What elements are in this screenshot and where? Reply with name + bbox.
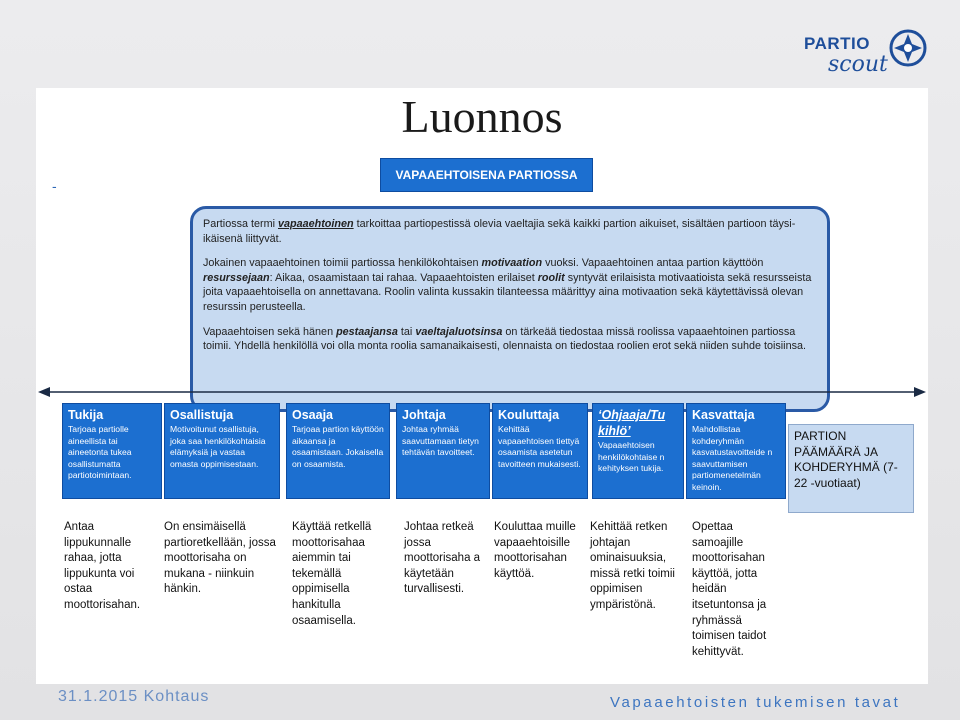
role-title: Tukija — [68, 408, 104, 422]
role-description: Johtaa ryhmää saavuttamaan tietyn tehtävän tavoitteet. — [402, 424, 479, 458]
info-text: vuoksi. Vapaaehtoinen antaa partion käyttöön — [542, 257, 764, 270]
info-box — [190, 206, 830, 412]
aim-box: PARTION PÄÄMÄÄRÄ JA KOHDERYHMÄ (7-22 -vuotiaat) — [788, 424, 914, 513]
role-example-osaaja: Käyttää retkellä moottorisahaa aiemmin tai tekemällä oppimisella hankitulla osaamisella. — [292, 521, 372, 627]
info-text: Partiossa termi — [203, 218, 278, 230]
bullet-dash: - — [52, 178, 57, 194]
info-paragraph-2 — [203, 256, 817, 314]
role-example-ohjaaja: Kehittää retken johtajan ominaisuuksia, missä retki toimii oppimisen ympäristönä. — [590, 521, 675, 611]
role-description: Mahdollistaa kohderyhmän kasvatustavoitteide n saavuttamisen partiomenetelmän keinoin. — [692, 424, 773, 492]
role-title: Osallistuja — [170, 408, 234, 422]
logo-sub: scout — [828, 52, 888, 77]
info-term-recruiter: pestaajansa — [336, 325, 398, 338]
role-box-osaaja — [286, 403, 390, 499]
role-title: Johtaja — [402, 408, 446, 422]
role-box-osallistuja — [164, 403, 280, 499]
footer-date: 31.1.2015 Kohtaus — [58, 688, 210, 705]
role-title: ‘Ohjaaja/Tu kihlö’ — [598, 408, 666, 438]
info-term-pilot: vaeltajaluotsinsa — [415, 325, 503, 338]
info-text: Jokainen vapaaehtoinen toimii partiossa henkilökohtaisen — [203, 257, 482, 270]
footer-title: Vapaaehtoisten tukemisen tavat — [610, 694, 901, 711]
role-example-tukija: Antaa lippukunnalle rahaa, jotta lippukunta voi ostaa moottorisahan. — [64, 521, 141, 611]
role-box-kasvattaja — [686, 403, 786, 499]
logo-brand: PARTIO — [804, 34, 870, 53]
info-text: tai — [397, 325, 416, 338]
role-example-johtaja: Johtaa retkeä jossa moottorisaha a käytetään turvallisesti. — [404, 521, 481, 596]
role-example-osallistuja: On ensimäisellä partioretkellään, jossa moottorisaha on mukana - niinkuin hänkin. — [164, 521, 276, 596]
role-description: Motivoitunut osallistuja, joka saa henkilökohtaisia elämyksiä ja vastaa omasta oppimisestaan. — [170, 424, 266, 469]
role-box-tukija — [62, 403, 162, 499]
role-example-kouluttaja: Kouluttaa muille vapaaehtoisille moottorisahan käyttöä. — [494, 521, 576, 580]
info-term-resources: resurssejaan — [203, 271, 270, 284]
info-paragraph-1 — [203, 217, 817, 246]
role-description: Kehittää vapaaehtoisen tiettyä osaamista asetetun tavoitteen mukaisesti. — [498, 424, 581, 469]
slide-title: Luonnos — [401, 91, 563, 142]
slide-content — [36, 88, 928, 684]
info-text: tarkoittaa partiopestissä olevia vaeltajia sekä kaikki partion aikuiset, sisältäen partioon täysi-ikäisenä liittyvät. — [203, 218, 796, 245]
info-text: on tärkeää tiedostaa missä roolissa vapaaehtoinen partiossa toimii. Yhdellä henkilöllä voi olla monta roolia samanaikaisesti, olennaista on tiedostaa roolien erot sekä niiden suhde toisiinsa. — [203, 325, 806, 353]
role-title: Kouluttaja — [498, 408, 560, 422]
info-term-roles: roolit — [537, 271, 565, 284]
info-term-motivation: motivaation — [481, 257, 543, 270]
lily-emblem-icon — [888, 28, 928, 68]
role-title: Kasvattaja — [692, 408, 755, 422]
partio-scout-logo — [800, 24, 930, 80]
role-box-johtaja — [396, 403, 490, 499]
info-paragraph-3 — [203, 325, 817, 354]
role-description: Tarjoaa partion käyttöön aikaansa ja osaamistaan. Jokaisella on osaamista. — [292, 424, 384, 469]
header-box: VAPAAEHTOISENA PARTIOSSA — [380, 158, 593, 192]
scale-arrow-icon — [36, 384, 928, 400]
role-description: Tarjoaa partiolle aineellista tai aineetonta tukea osallistumatta partiotoimintaan. — [68, 424, 132, 481]
info-text: Vapaaehtoisen sekä hänen — [203, 325, 337, 338]
role-example-kasvattaja: Opettaa samoajille moottorisahan käyttöä, jotta heidän itsetuntonsa ja ryhmässä toimisen taidot kehittyvät. — [692, 521, 767, 658]
info-term-volunteer: vapaaehtoinen — [278, 218, 354, 230]
info-text: : Aikaa, osaamistaan tai rahaa. Vapaaehtoisten erilaiset — [269, 271, 538, 284]
info-text: syntyvät erilaisista motivaatioista sekä resursseista joita vapaaehtoisella on annettavana. Roolin valinta kussakin tilanteessa määrittyy aina motivaation sekä käytettävissä olevan resurssin perusteella. — [203, 271, 812, 313]
role-box-ohjaaja — [592, 403, 684, 499]
role-box-kouluttaja — [492, 403, 588, 499]
role-description: Vapaaehtoisen henkilökohtaise n kehityksen tukija. — [598, 440, 665, 474]
role-title: Osaaja — [292, 408, 334, 422]
